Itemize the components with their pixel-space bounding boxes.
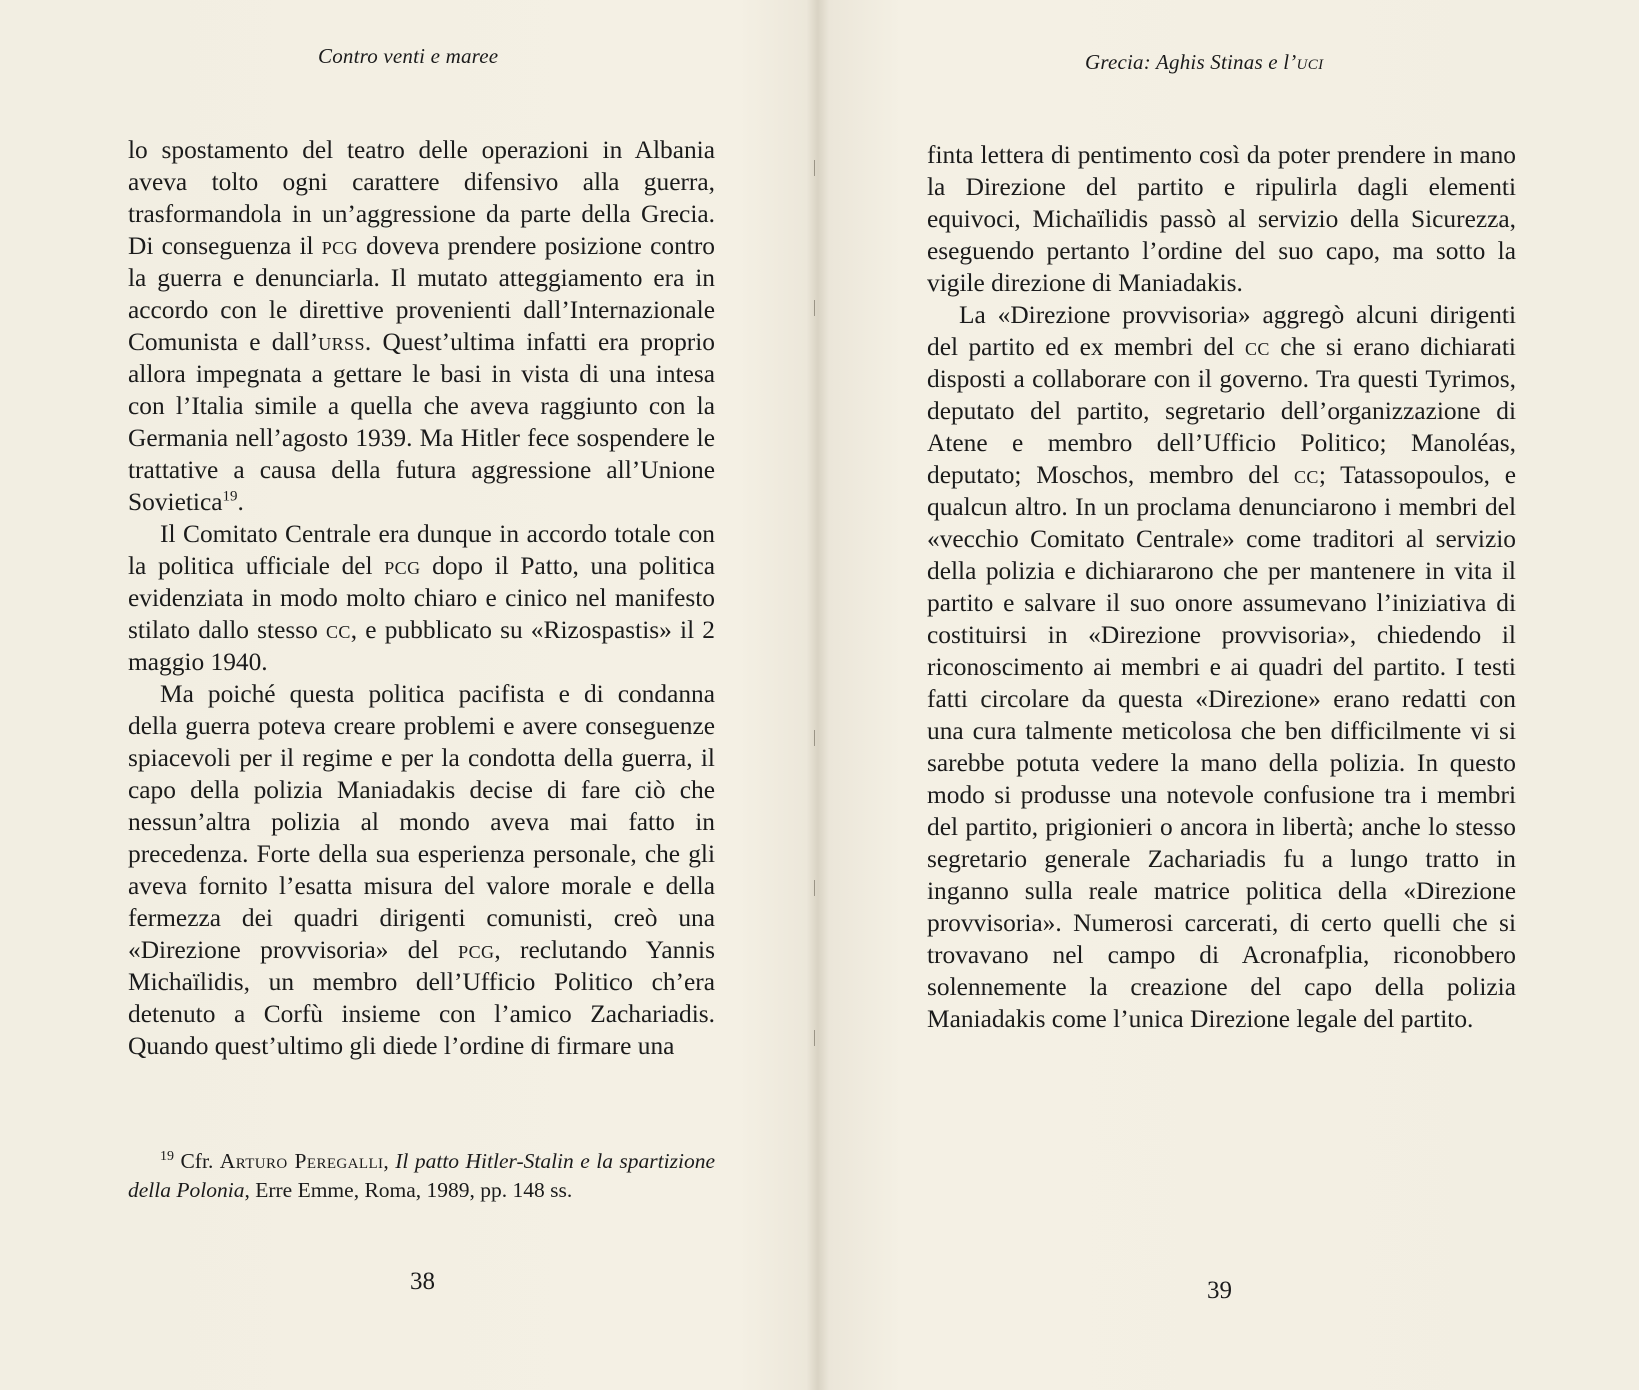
footnote-reference[interactable]: 19 [222, 488, 238, 505]
page-number-left: 38 [410, 1268, 435, 1295]
left-body-text [128, 134, 715, 1062]
paragraph: Ma poiché questa politica pacifista e di condanna della guerra poteva creare problemi e avere conseguenze spiacevoli per il regime e per la condotta della guerra, il capo della polizia Maniadakis decise di fare ciò che nessun’altra polizia al mondo aveva mai fatto in precedenza. Forte della sua esperienza personale, che gli aveva fornito l’esatta misura del valore morale e della fermezza dei quadri dirigenti comunisti, creò una «Direzione provvisoria» del pcg, reclutando Yannis Michaïlidis, un membro dell’Ufficio Politico ch’era detenuto a Corfù insieme con l’amico Zachariadis. Quando quest’ultimo gli diede l’ordine di firmare una [128, 680, 715, 1060]
footnote: $^{19}$ Cfr. Arturo Peregalli, Il patto Hitler-Stalin e la spartizione della Polonia, Erre Emme, Roma, 1989, pp. 148 ss. [128, 1149, 716, 1203]
paragraph: lo spostamento del teatro delle operazioni in Albania aveva tolto ogni carattere difensivo alla guerra, trasformandola in un’aggressione da parte della Grecia. Di conseguenza il pcg doveva prendere posizione contro la guerra e denunciarla. Il mutato atteggiamento era in accordo con le direttive provenienti dall’Internazionale Comunista e dall’urss. Quest’ultima infatti era proprio allora impegnata a gettare le basi in vista di una intesa con l’Italia simile a quella che aveva raggiunto con la Germania nell’agosto 1939. Ma Hitler fece sospendere le trattative a causa della futura aggressione all’Unione Sovietica$^{19}$. [128, 136, 716, 516]
right-page [822, 0, 1639, 1390]
running-head-right: Grecia: Aghis Stinas e l’uci [1085, 50, 1324, 74]
paragraph: finta lettera di pentimento così da poter prendere in mano la Direzione del partito e ripulirla dagli elementi equivoci, Michaïlidis passò al servizio della Sicurezza, eseguendo pertanto l’ordine del suo capo, ma sotto la vigile direzione di Maniadakis. [927, 141, 1516, 297]
page-number-right: 39 [1207, 1277, 1232, 1304]
left-page [0, 0, 818, 1390]
paragraph: La «Direzione provvisoria» aggregò alcuni dirigenti del partito ed ex membri del cc che si erano dichiarati disposti a collaborare con il governo. Tra questi Tyrimos, deputato del partito, segretario dell’organizzazione di Atene e membro dell’Ufficio Politico; Manoléas, deputato; Moschos, membro del cc; Tatassopoulos, e qualcun altro. In un proclama denunciarono i membri del «vecchio Comitato Centrale» come traditori al servizio della polizia e dichiararono che per mantenere in vita il partito e salvare il suo onore assumevano l’iniziativa di costituirsi in «Direzione provvisoria», chiedendo il riconoscimento ai membri e ai quadri del partito. I testi fatti circolare da questa «Direzione» erano redatti con una cura talmente meticolosa che ben difficilmente vi si sarebbe potuta vedere la mano della polizia. In questo modo si produsse una notevole confusione tra i membri del partito, prigionieri o ancora in libertà; anche lo stesso segretario generale Zachariadis fu a lungo tratto in inganno sulla reale matrice politica della «Direzione provvisoria». Numerosi carcerati, di certo quelli che si trovavano nel campo di Acronafplia, riconobbero solennemente la creazione del capo della polizia Maniadakis come l’unica Direzione legale del partito. [927, 301, 1516, 1033]
paragraph: Il Comitato Centrale era dunque in accordo totale con la politica ufficiale del pcg dopo il Patto, una politica evidenziata in modo molto chiaro e cinico nel manifesto stilato dallo stesso cc, e pubblicato su «Rizospastis» il 2 maggio 1940. [128, 520, 716, 676]
running-head-left: Contro venti e maree [318, 44, 499, 68]
right-body-text [927, 139, 1516, 1035]
